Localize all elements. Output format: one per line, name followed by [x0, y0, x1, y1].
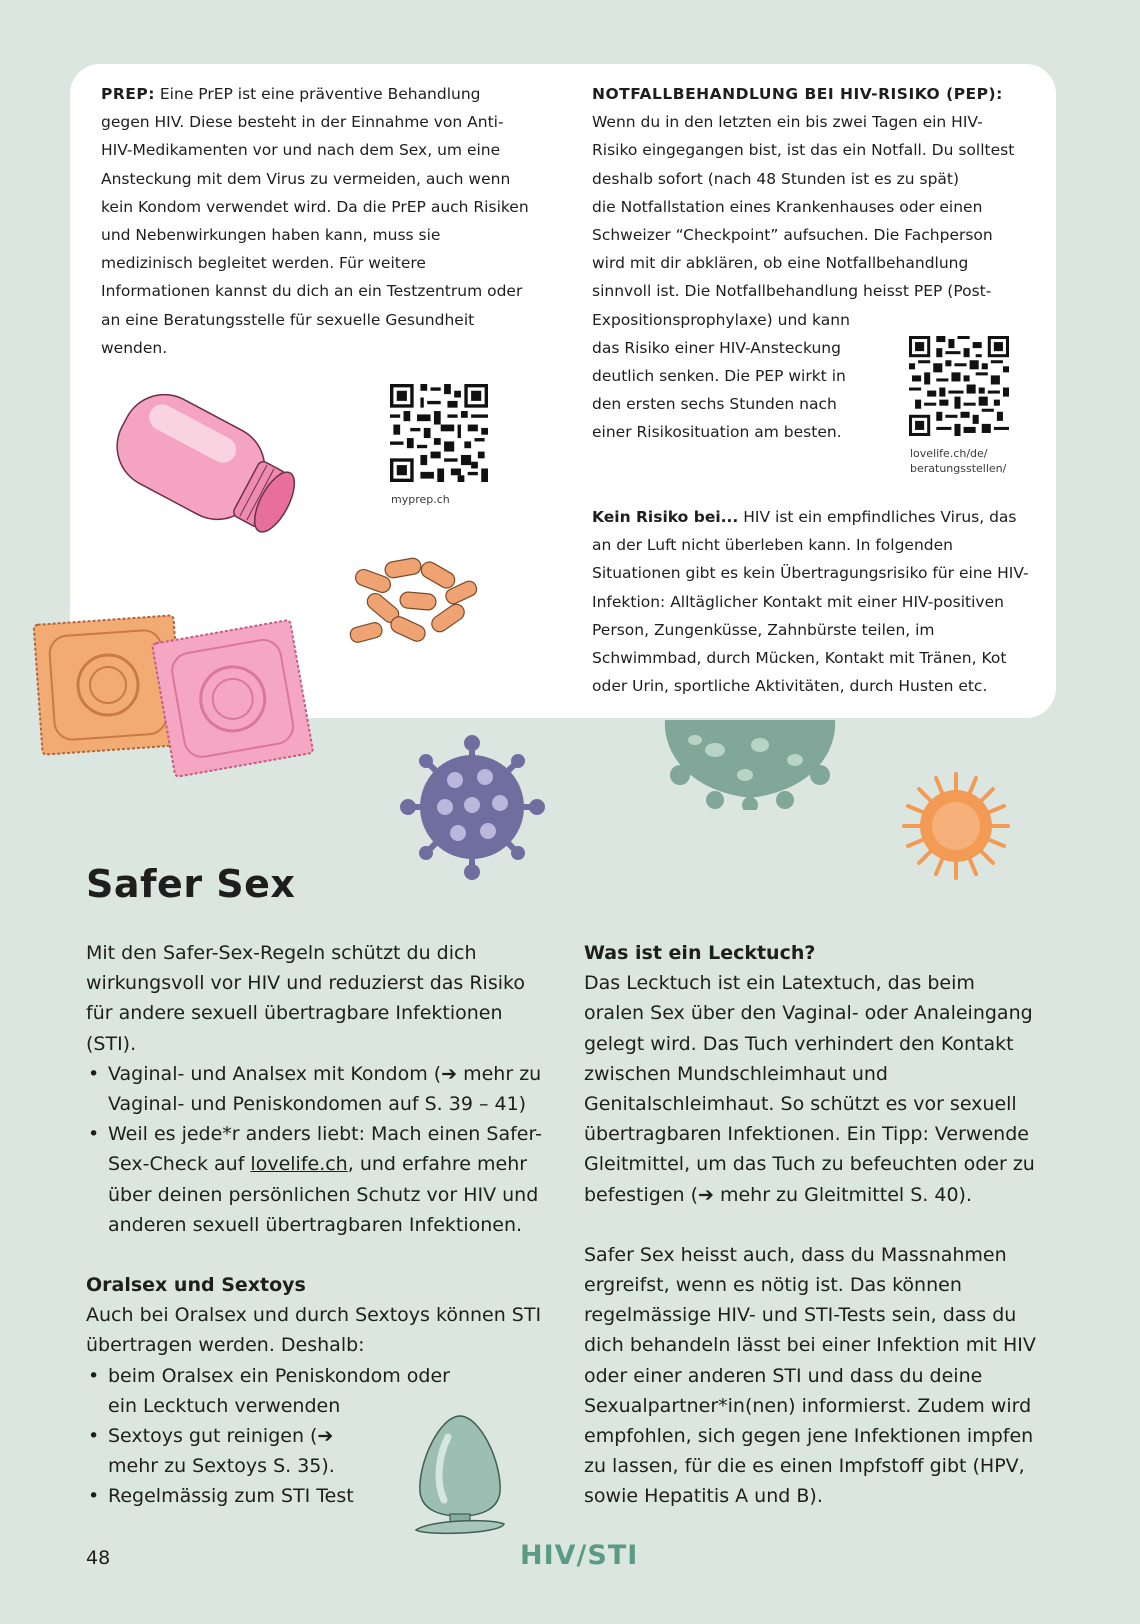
no-risk-label: Kein Risiko bei... — [592, 508, 739, 526]
right-column — [584, 938, 1039, 1512]
sextoy-illustration — [410, 1412, 510, 1537]
oral-text: Auch bei Oralsex und durch Sextoys können STI übertragen werden. Deshalb: — [86, 1304, 542, 1357]
prep-text: Eine PrEP ist eine präventive Behandlung gegen HIV. Diese besteht in der Einnahme von Anti-HIV-Medikamenten vor und nach dem Sex, um eine Ansteckung mit dem Virus zu vermeiden, auch wenn kein Kondom verwendet wird. Da die PrEP auch Risiken und Nebenwirkungen haben kann, muss sie medizinisch begleitet werden. Für weitere Informationen kannst du dich an ein Testzentrum oder an eine Beratungsstelle für sexuelle Gesundheit wenden. — [101, 85, 529, 357]
qr-caption-lovelife — [910, 446, 1006, 476]
pill-bottle-illustration — [100, 385, 325, 555]
pep-line: einer Risikosituation am besten. — [592, 423, 842, 442]
pep-line: die Notfallstation eines Krankenhauses oder einen — [592, 197, 983, 216]
qr-code-myprep[interactable] — [390, 384, 488, 482]
no-risk-paragraph — [592, 503, 1032, 700]
section-label: HIV/STI — [520, 1540, 639, 1571]
list-item — [86, 1119, 551, 1240]
page-number: 48 — [86, 1547, 111, 1569]
intro-text: Mit den Safer-Sex-Regeln schützt du dich wirkungsvoll vor HIV und reduzierst das Risiko für andere sexuell übertragbare Infektionen (STI). — [86, 942, 525, 1055]
list-item-text: Weil es jede*r anders liebt: Mach einen Safer-Sex-Check auf — [108, 1123, 542, 1176]
lecktuch-heading: Was ist ein Lecktuch? — [584, 942, 816, 964]
pep-line: den ersten sechs Stunden nach — [592, 395, 837, 414]
pills-illustration — [345, 555, 485, 655]
oral-heading: Oralsex und Sextoys — [86, 1274, 306, 1297]
list-item: • Vaginal- und Analsex mit Kondom (➔ mehr zu Vaginal- und Peniskondomen auf S. 39 – 41) — [86, 1059, 551, 1119]
list-item: • Sextoys gut reinigen (➔ mehr zu Sextoys S. 35). — [86, 1421, 378, 1481]
list-item: • Regelmässig zum STI Test — [86, 1481, 551, 1511]
pep-line: Schweizer “Checkpoint” aufsuchen. Die Fachperson — [592, 226, 993, 245]
virus-green-icon — [655, 720, 845, 810]
list-item: • beim Oralsex ein Peniskondom oder ein Lecktuch verwenden — [86, 1361, 468, 1421]
pep-line: wird mit dir abklären, ob eine Notfallbehandlung — [592, 254, 969, 273]
prep-label: PREP: — [101, 85, 155, 103]
qr-caption-lovelife-line: beratungsstellen/ — [910, 462, 1007, 475]
list-item-text: , und erfahre mehr über deinen persönlichen Schutz vor HIV und anderen sexuell übertragbaren Infektionen. — [108, 1153, 539, 1236]
page-title: Safer Sex — [86, 862, 296, 906]
pep-heading: NOTFALLBEHANDLUNG BEI HIV-RISIKO (PEP): — [592, 85, 1003, 103]
virus-orange-icon — [900, 770, 1012, 882]
lecktuch-text: Das Lecktuch ist ein Latextuch, das beim oralen Sex über den Vaginal- oder Analeingang gelegt wird. Das Tuch verhindert den Kontakt zwischen Mundschleimhaut und Genitalschleimhaut. So schützt es vor sexuell übertragbaren Infektionen. Ein Tipp: Verwende Gleitmittel, um das Tuch zu befeuchten oder zu befestigen (➔ mehr zu Gleitmittel S. 40). — [584, 972, 1035, 1206]
safer-sex-list — [86, 1059, 551, 1240]
pep-line: deshalb sofort (nach 48 Stunden ist es zu spät) — [592, 169, 960, 188]
pep-line: Risiko eingegangen bist, ist das ein Notfall. Du solltest — [592, 141, 1015, 160]
pep-line: deutlich senken. Die PEP wirkt in — [592, 367, 846, 386]
prep-paragraph — [101, 80, 531, 362]
lovelife-link[interactable]: lovelife.ch — [250, 1153, 348, 1176]
qr-caption-lovelife-line: lovelife.ch/de/ — [910, 447, 988, 460]
pep-line: sinnvoll ist. Die Notfallbehandlung heisst PEP (Post- — [592, 282, 992, 301]
qr-caption-myprep: myprep.ch — [391, 493, 450, 506]
safer-sex-measures-text: Safer Sex heisst auch, dass du Massnahmen ergreifst, wenn es nötig ist. Das können regelmässige HIV- und STI-Tests sein, dass du dich behandeln lässt bei einer Infektion mit HIV oder einer anderen STI und dass du deine Sexualpartner*in(nen) informierst. Zudem wird empfohlen, sich gegen jene Infektionen impfen zu lassen, für die es einen Impfstoff gibt (HPV, sowie Hepatitis A und B). — [584, 1243, 1036, 1508]
pep-line: das Risiko einer HIV-Ansteckung — [592, 338, 841, 357]
pep-line: Wenn du in den letzten ein bis zwei Tagen ein HIV- — [592, 113, 983, 132]
condom-wrappers-illustration — [28, 605, 318, 780]
pep-line: Expositionsprophylaxe) und kann — [592, 310, 850, 329]
qr-code-lovelife[interactable] — [909, 336, 1009, 436]
virus-purple-icon — [400, 735, 545, 880]
no-risk-text: HIV ist ein empfindliches Virus, das an der Luft nicht überleben kann. In folgenden Situationen gibt es kein Übertragungsrisiko für eine HIV-Infektion: Alltäglicher Kontakt mit einer HIV-positiven Person, Zungenküsse, Zahnbürste teilen, im Schwimmbad, durch Mücken, Kontakt mit Tränen, Kot oder Urin, sportliche Aktivitäten, durch Husten etc. — [592, 508, 1029, 696]
